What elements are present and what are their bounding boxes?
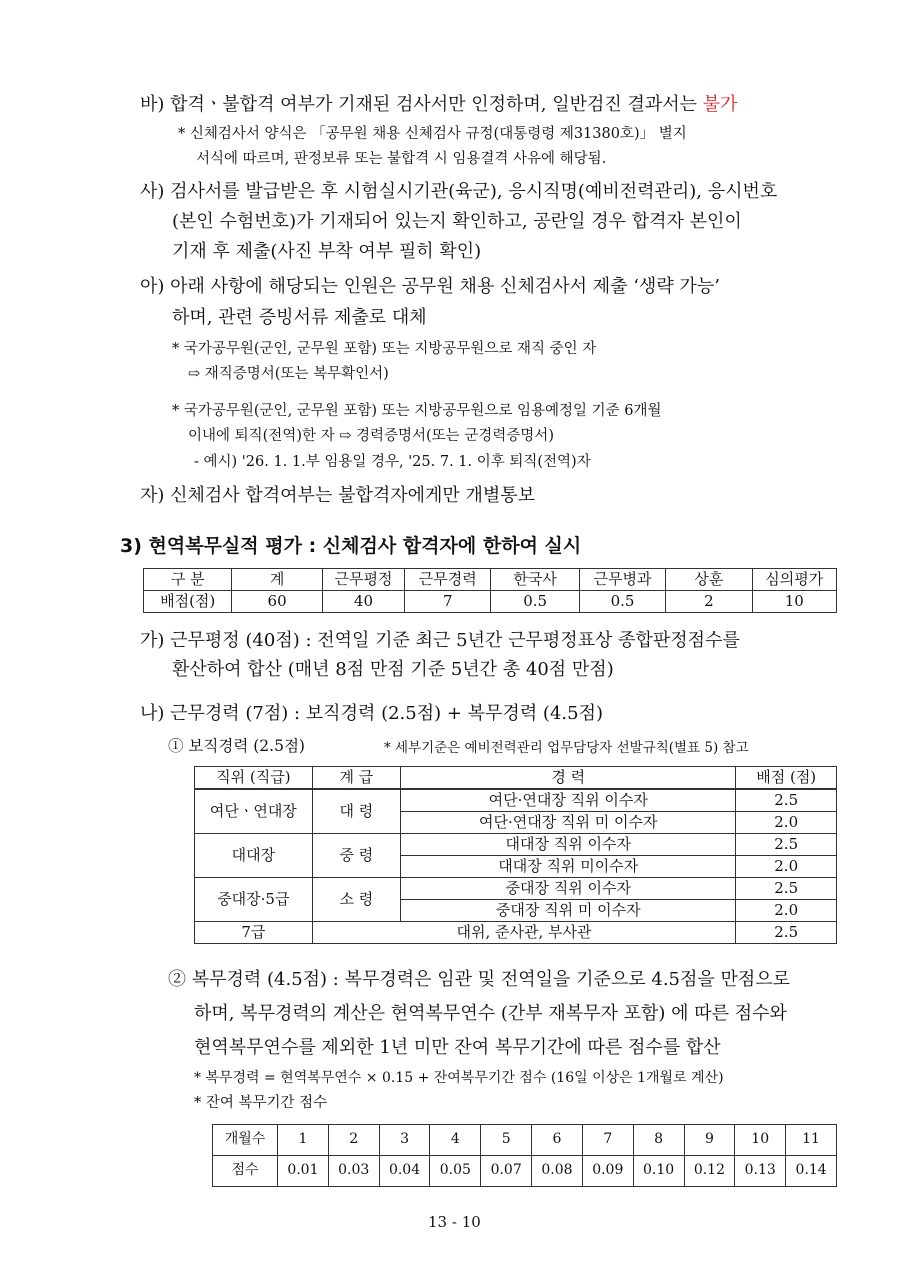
item-na: 나) 근무경력 (7점) : 보직경력 (2.5점) + 복무경력 (4.5점) <box>140 703 603 724</box>
table-cell: 40 <box>322 591 404 613</box>
table-cell: 대위, 준사관, 부사관 <box>312 922 736 944</box>
item-a-cont: 하며, 관련 증빙서류 제출로 대체 <box>172 307 427 328</box>
table-cell: 3 <box>379 1125 430 1156</box>
item-ja: 자) 신체검사 합격여부는 불합격자에게만 개별통보 <box>140 485 536 506</box>
table-cell: 7 <box>405 591 491 613</box>
table-cell: 중대장 직위 미 이수자 <box>401 900 736 922</box>
section-heading: 3) 현역복무실적 평가 : 신체검사 합격자에 한하여 실시 <box>120 535 582 557</box>
formula-note: * 복무경력 = 현역복무연수 × 0.15 + 잔여복무기간 점수 (16일 이상은 1개월로 계산) <box>194 1070 724 1086</box>
table-cell: 9 <box>684 1125 735 1156</box>
table-cell: 10 <box>735 1125 786 1156</box>
table-cell: 중대장 직위 이수자 <box>401 878 736 900</box>
table-cell: 0.10 <box>633 1156 684 1187</box>
table-cell: 2.5 <box>736 789 837 812</box>
subitem-title: ① 보직경력 (2.5점) <box>168 737 305 755</box>
bullet-sub: ⇨ 재직증명서(또는 복무확인서) <box>188 366 389 382</box>
table-cell: 2.5 <box>736 878 837 900</box>
note: * 신체검사서 양식은 「공무원 채용 신체검사 규정(대통령령 제31380호)」 별지 <box>178 126 687 142</box>
table-header: 계 급 <box>312 767 400 790</box>
item-ga: 가) 근무평정 (40점) : 전역일 기준 최근 5년간 근무평정표상 종합판정점수를 <box>140 630 740 651</box>
page-number: 13 - 10 <box>428 1213 481 1231</box>
table-header: 한국사 <box>491 569 579 591</box>
table-cell: 배점(점) <box>144 591 232 613</box>
table-cell: 0.09 <box>582 1156 633 1187</box>
subitem-service-cont: 하며, 복무경력의 계산은 현역복무연수 (간부 재복무자 포함) 에 따른 점수와 <box>194 1003 787 1024</box>
table-header: 직위 (직급) <box>195 767 313 790</box>
table-cell: 대대장 직위 미이수자 <box>401 856 736 878</box>
table-cell: 4 <box>430 1125 481 1156</box>
table-cell: 2.0 <box>736 900 837 922</box>
table-header: 개월수 <box>213 1125 278 1156</box>
table-cell: 0.5 <box>491 591 579 613</box>
table-header: 심의평가 <box>752 569 836 591</box>
table-cell: 대대장 <box>195 834 313 878</box>
table-cell: 중 령 <box>312 834 400 878</box>
table-cell: 0.08 <box>532 1156 583 1187</box>
table-header: 근무경력 <box>405 569 491 591</box>
example: - 예시) '26. 1. 1.부 임용일 경우, '25. 7. 1. 이후 퇴직(전역)자 <box>194 454 591 470</box>
table-cell: 8 <box>633 1125 684 1156</box>
table-cell: 2.5 <box>736 922 837 944</box>
table-cell: 0.5 <box>579 591 665 613</box>
table-header: 상훈 <box>666 569 752 591</box>
table-header: 점수 <box>213 1156 278 1187</box>
table-cell: 0.04 <box>379 1156 430 1187</box>
table-header: 구 분 <box>144 569 232 591</box>
table-cell: 대대장 직위 이수자 <box>401 834 736 856</box>
table-cell: 2.5 <box>736 834 837 856</box>
table-header: 근무병과 <box>579 569 665 591</box>
table-cell: 여단ㆍ연대장 <box>195 789 313 834</box>
remaining-period-table <box>212 1124 837 1187</box>
table-cell: 중대장·5급 <box>195 878 313 922</box>
table-cell: 대 령 <box>312 789 400 834</box>
table-cell: 5 <box>481 1125 532 1156</box>
table-cell: 0.13 <box>735 1156 786 1187</box>
item-sa: 사) 검사서를 발급받은 후 시험실시기관(육군), 응시직명(예비전력관리), 응시번호 <box>140 181 778 202</box>
note: 서식에 따르며, 판정보류 또는 불합격 시 임용결격 사유에 해당됨. <box>196 151 607 167</box>
table-header: 경 력 <box>401 767 736 790</box>
table-cell: 60 <box>232 591 322 613</box>
bullet: * 국가공무원(군인, 군무원 포함) 또는 지방공무원으로 임용예정일 기준 6개월 <box>172 403 662 419</box>
table-cell: 1 <box>278 1125 329 1156</box>
table-cell: 10 <box>752 591 836 613</box>
table-cell: 6 <box>532 1125 583 1156</box>
table-cell: 2 <box>328 1125 379 1156</box>
table-header: 근무평정 <box>322 569 404 591</box>
table-cell: 0.12 <box>684 1156 735 1187</box>
table-cell: 0.03 <box>328 1156 379 1187</box>
note: * 세부기준은 예비전력관리 업무담당자 선발규칙(별표 5) 참고 <box>384 740 749 756</box>
item-sa-cont: 기재 후 제출(사진 부착 여부 필히 확인) <box>172 241 482 262</box>
item-ba-emphasis: 불가 <box>702 94 738 115</box>
table-cell: 2.0 <box>736 856 837 878</box>
table-cell: 2 <box>666 591 752 613</box>
post-career-table <box>194 766 837 944</box>
table-cell: 7 <box>582 1125 633 1156</box>
subitem-service-cont: 현역복무연수를 제외한 1년 미만 잔여 복무기간에 따른 점수를 합산 <box>194 1037 721 1058</box>
item-ba-text: 바) 합격ㆍ불합격 여부가 기재된 검사서만 인정하며, 일반검진 결과서는 <box>140 94 703 115</box>
table-cell: 소 령 <box>312 878 400 922</box>
evaluation-table <box>143 568 837 613</box>
table-cell: 0.05 <box>430 1156 481 1187</box>
table-cell: 0.01 <box>278 1156 329 1187</box>
subitem-service: ② 복무경력 (4.5점) : 복무경력은 임관 및 전역일을 기준으로 4.5점을 만점으로 <box>168 969 791 990</box>
bullet: * 국가공무원(군인, 군무원 포함) 또는 지방공무원으로 재직 중인 자 <box>172 341 597 357</box>
item-ba <box>140 94 738 116</box>
table-cell: 0.07 <box>481 1156 532 1187</box>
table-cell: 여단·연대장 직위 미 이수자 <box>401 812 736 834</box>
table-cell: 11 <box>786 1125 837 1156</box>
table-cell: 여단·연대장 직위 이수자 <box>401 789 736 812</box>
table-header: 계 <box>232 569 322 591</box>
item-ga-cont: 환산하여 합산 (매년 8점 만점 기준 5년간 총 40점 만점) <box>172 659 614 680</box>
bullet-sub: 이내에 퇴직(전역)한 자 ⇨ 경력증명서(또는 군경력증명서) <box>188 428 554 444</box>
note: * 잔여 복무기간 점수 <box>194 1095 328 1111</box>
table-cell: 7급 <box>195 922 313 944</box>
table-cell: 2.0 <box>736 812 837 834</box>
item-a: 아) 아래 사항에 해당되는 인원은 공무원 채용 신체검사서 제출 ‘생략 가능’ <box>140 276 720 297</box>
item-sa-cont: (본인 수험번호)가 기재되어 있는지 확인하고, 공란일 경우 합격자 본인이 <box>172 211 742 232</box>
table-cell: 0.14 <box>786 1156 837 1187</box>
table-header: 배점 (점) <box>736 767 837 790</box>
